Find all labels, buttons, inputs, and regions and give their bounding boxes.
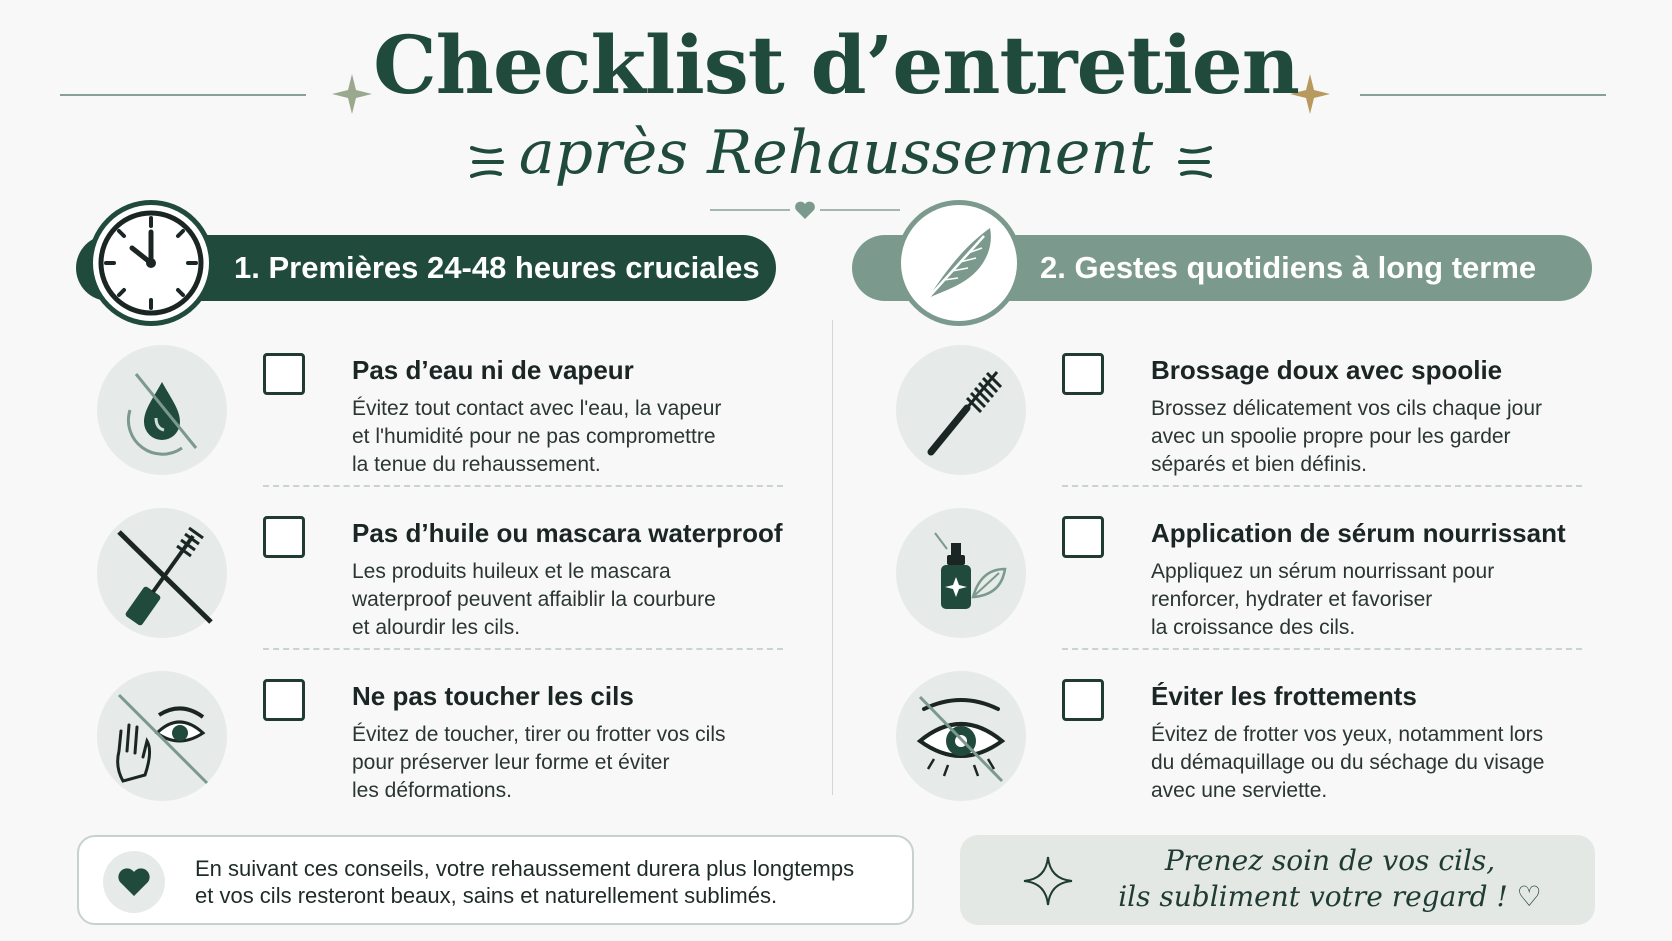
heart-icon (117, 867, 151, 897)
checkbox[interactable] (263, 516, 305, 558)
checkbox[interactable] (1062, 679, 1104, 721)
checkbox[interactable] (1062, 353, 1104, 395)
item-icon-circle (97, 345, 227, 475)
subtitle-heart-divider-icon (710, 198, 900, 222)
checkbox[interactable] (263, 353, 305, 395)
item-description: Évitez tout contact avec l'eau, la vapeur et l'humidité pour ne pas compromettre la tenue du rehaussement. (352, 397, 722, 476)
sparkle-icon (1022, 855, 1074, 907)
footer-script-quote: Prenez soin de vos cils, ils subliment votre regard ! ♡ (1118, 844, 1542, 913)
section-1-heading: 1. Premières 24-48 heures cruciales (234, 250, 760, 285)
item-separator (1062, 648, 1582, 650)
page-title: Checklist d’entretien (373, 18, 1299, 112)
item-title: Pas d’huile ou mascara waterproof (352, 518, 783, 548)
column-divider (832, 320, 833, 795)
item-description: Évitez de toucher, tirer ou frotter vos cils pour préserver leur forme et éviter les déformations. (352, 723, 726, 802)
list-item (97, 508, 797, 658)
item-description: Brossez délicatement vos cils chaque jour avec un spoolie propre pour les garder séparés et bien définis. (1151, 397, 1543, 476)
item-description: Les produits huileux et le mascara waterproof peuvent affaiblir la courbure et alourdir les cils. (352, 560, 716, 639)
item-title: Brossage doux avec spoolie (1151, 355, 1503, 385)
no-water-drop-icon (112, 360, 212, 460)
subtitle-flourish-right-icon (1176, 140, 1212, 184)
section-2-badge (896, 200, 1022, 326)
item-description: Appliquez un sérum nourrissant pour renforcer, hydrater et favoriser la croissance des cils. (1151, 560, 1495, 639)
section-2-heading: 2. Gestes quotidiens à long terme (1040, 250, 1537, 285)
spoolie-brush-icon (911, 360, 1011, 460)
item-icon-circle (896, 345, 1026, 475)
section-1-badge (88, 200, 214, 326)
list-item (896, 671, 1596, 821)
checkbox[interactable] (263, 679, 305, 721)
item-separator (263, 648, 783, 650)
item-icon-circle (896, 671, 1026, 801)
item-icon-circle (97, 671, 227, 801)
list-item (97, 345, 797, 495)
serum-bottle-icon (911, 523, 1011, 623)
subtitle-flourish-left-icon (470, 140, 506, 184)
item-title: Éviter les frottements (1151, 681, 1417, 711)
list-item (97, 671, 797, 821)
footer-script-box (960, 835, 1595, 925)
list-item (896, 345, 1596, 495)
page-subtitle: après Rehaussement (518, 118, 1154, 188)
checkbox[interactable] (1062, 516, 1104, 558)
item-title: Pas d’eau ni de vapeur (352, 355, 634, 385)
no-rub-eye-icon (906, 681, 1016, 791)
no-touch-eye-icon (107, 681, 217, 791)
footer-heart-badge (103, 851, 165, 913)
footer-note: En suivant ces conseils, votre rehaussement durera plus longtemps et vos cils resteront beaux, sains et naturellement sublimés. (195, 856, 855, 908)
clock-icon (96, 208, 206, 318)
item-separator (263, 485, 783, 487)
item-title: Application de sérum nourrissant (1151, 518, 1566, 548)
item-separator (1062, 485, 1582, 487)
no-mascara-icon (107, 518, 217, 628)
item-icon-circle (97, 508, 227, 638)
item-icon-circle (896, 508, 1026, 638)
feather-icon (914, 218, 1004, 308)
item-title: Ne pas toucher les cils (352, 681, 634, 711)
list-item (896, 508, 1596, 658)
item-description: Évitez de frotter vos yeux, notamment lors du démaquillage ou du séchage du visage avec une serviette. (1151, 723, 1545, 802)
footer-note-box (77, 835, 914, 925)
